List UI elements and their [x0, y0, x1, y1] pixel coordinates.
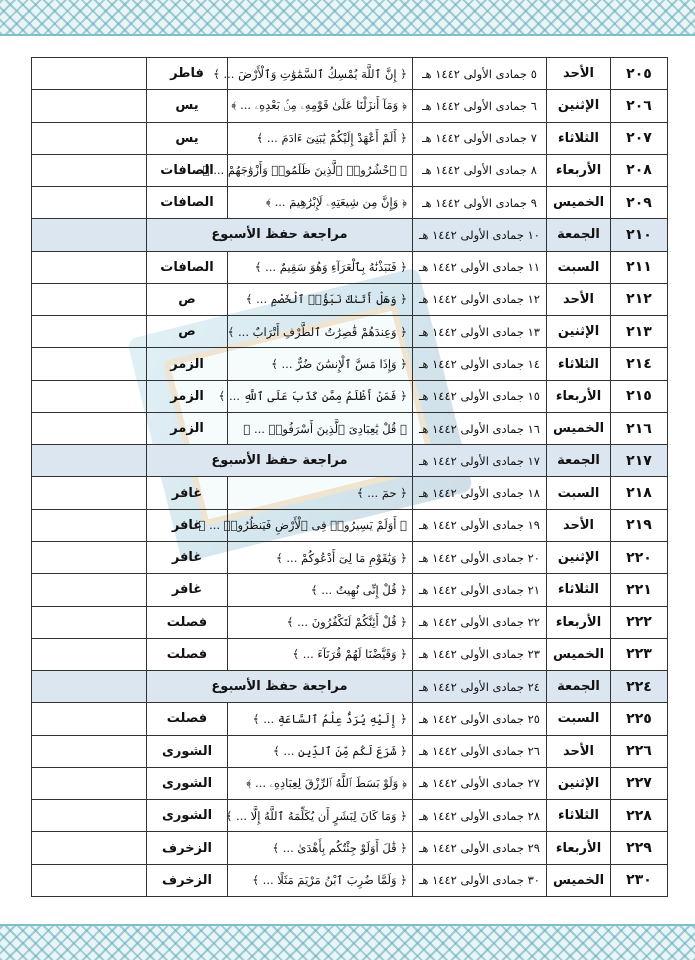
surah-name: الزمر [147, 380, 228, 412]
surah-name: فصلت [147, 638, 228, 670]
row-number: ٢٢٥ [611, 703, 668, 735]
row-number: ٢١٤ [611, 348, 668, 380]
verse-start: ﴿ وَقَيَّضْنَا لَهُمْ قُرَنَآءَ ... ﴾ [228, 638, 413, 670]
row-number: ٢١٧ [611, 445, 668, 477]
hijri-date: ٢٤ جمادى الأولى ١٤٤٢ هـ [413, 671, 547, 703]
row-number: ٢١٢ [611, 283, 668, 315]
row-number: ٢١٨ [611, 477, 668, 509]
row-number: ٢٢٦ [611, 735, 668, 767]
row-number: ٢٢٨ [611, 800, 668, 832]
row-number: ٢٢٤ [611, 671, 668, 703]
weekly-review-label: مراجعة حفظ الأسبوع [147, 671, 413, 703]
weekly-review-label: مراجعة حفظ الأسبوع [147, 445, 413, 477]
notes-cell [32, 574, 147, 606]
hijri-date: ٦ جمادى الأولى ١٤٤٢ هـ [413, 90, 547, 122]
verse-start: ﴿ إِلَيْهِ يُرَدُّ عِلْمُ ٱلسَّاعَةِ ... ﴾ [228, 703, 413, 735]
verse-start: ﴿ حمٓ ... ﴾ [228, 477, 413, 509]
row-number: ٢٠٥ [611, 58, 668, 90]
table-row [32, 58, 668, 90]
notes-cell [32, 187, 147, 219]
notes-cell [32, 316, 147, 348]
day-name: السبت [547, 477, 611, 509]
notes-cell [32, 477, 147, 509]
hijri-date: ٢٣ جمادى الأولى ١٤٤٢ هـ [413, 638, 547, 670]
hijri-date: ١٤ جمادى الأولى ١٤٤٢ هـ [413, 348, 547, 380]
notes-cell [32, 412, 147, 444]
table-row [32, 638, 668, 670]
row-number: ٢٠٧ [611, 122, 668, 154]
notes-cell [32, 445, 147, 477]
verse-start: ﴿ إِنَّ ٱللَّهَ يُمْسِكُ ٱلسَّمَٰوَٰتِ وَٱلْأَرْضَ ... ﴾ [228, 58, 413, 90]
table-row [32, 574, 668, 606]
surah-name: فصلت [147, 703, 228, 735]
notes-cell [32, 219, 147, 251]
surah-name: يس [147, 122, 228, 154]
verse-start: ﴿ وَيَٰقَوْمِ مَا لِىٓ أَدْعُوكُمْ ... ﴾ [228, 541, 413, 573]
review-row [32, 445, 668, 477]
surah-name: ص [147, 283, 228, 315]
table-row [32, 283, 668, 315]
hijri-date: ٩ جمادى الأولى ١٤٤٢ هـ [413, 187, 547, 219]
row-number: ٢٠٦ [611, 90, 668, 122]
surah-name: غافر [147, 477, 228, 509]
notes-cell [32, 348, 147, 380]
hijri-date: ١١ جمادى الأولى ١٤٤٢ هـ [413, 251, 547, 283]
surah-name: الزمر [147, 348, 228, 380]
row-number: ٢٢١ [611, 574, 668, 606]
table-row [32, 90, 668, 122]
notes-cell [32, 541, 147, 573]
surah-name: غافر [147, 541, 228, 573]
weekly-review-label: مراجعة حفظ الأسبوع [147, 219, 413, 251]
hijri-date: ٢٢ جمادى الأولى ١٤٤٢ هـ [413, 606, 547, 638]
row-number: ٢١٠ [611, 219, 668, 251]
day-name: الأربعاء [547, 154, 611, 186]
day-name: الخميس [547, 187, 611, 219]
notes-cell [32, 58, 147, 90]
notes-cell [32, 283, 147, 315]
notes-cell [32, 122, 147, 154]
table-row [32, 316, 668, 348]
verse-start: ﴿ فَمَنْ أَظْلَمُ مِمَّن كَذَبَ عَلَى ٱللَّهِ ... ﴾ [228, 380, 413, 412]
day-name: الإثنين [547, 767, 611, 799]
day-name: الجمعة [547, 219, 611, 251]
hijri-date: ١٩ جمادى الأولى ١٤٤٢ هـ [413, 509, 547, 541]
verse-start: ﴿ أَوَلَمْ يَسِيرُوا۟ فِى ٱلْأَرْضِ فَيَنظُرُوا۟ ... ﴾ [228, 509, 413, 541]
day-name: الأربعاء [547, 380, 611, 412]
notes-cell [32, 90, 147, 122]
table-row [32, 187, 668, 219]
table-row [32, 864, 668, 896]
notes-cell [32, 735, 147, 767]
surah-name: الشورى [147, 767, 228, 799]
verse-start: ﴿ قَٰلَ أَوَلَوْ جِئْتُكُم بِأَهْدَىٰ ... ﴾ [228, 832, 413, 864]
verse-start: ﴿ وَمَآ أَنزَلْنَا عَلَىٰ قَوْمِهِۦ مِنۢ بَعْدِهِۦ ... ﴾ [228, 90, 413, 122]
day-name: الثلاثاء [547, 348, 611, 380]
day-name: الأربعاء [547, 832, 611, 864]
verse-start: ﴿ قُلْ إِنِّى نُهِيتُ ... ﴾ [228, 574, 413, 606]
surah-name: الزمر [147, 412, 228, 444]
table-row [32, 800, 668, 832]
verse-start: ﴿ وَإِنَّ مِن شِيعَتِهِۦ لَإِبْرَٰهِيمَ ... ﴾ [228, 187, 413, 219]
row-number: ٢٠٨ [611, 154, 668, 186]
surah-name: الشورى [147, 735, 228, 767]
hijri-date: ٢٠ جمادى الأولى ١٤٤٢ هـ [413, 541, 547, 573]
hijri-date: ٢١ جمادى الأولى ١٤٤٢ هـ [413, 574, 547, 606]
verse-start: ﴿ وَمَا كَانَ لِبَشَرٍ أَن يُكَلِّمَهُ ٱللَّهُ إِلَّا ... ﴾ [228, 800, 413, 832]
surah-name: الصافات [147, 154, 228, 186]
day-name: الإثنين [547, 316, 611, 348]
table-row [32, 703, 668, 735]
row-number: ٢٢٣ [611, 638, 668, 670]
notes-cell [32, 671, 147, 703]
review-row [32, 671, 668, 703]
row-number: ٢١٩ [611, 509, 668, 541]
notes-cell [32, 638, 147, 670]
notes-cell [32, 800, 147, 832]
notes-cell [32, 767, 147, 799]
surah-name: يس [147, 90, 228, 122]
notes-cell [32, 154, 147, 186]
hijri-date: ١٨ جمادى الأولى ١٤٤٢ هـ [413, 477, 547, 509]
day-name: السبت [547, 703, 611, 735]
verse-start: ﴿ وَهَلْ أَتَىٰكَ نَبَؤُا۟ ٱلْخَصْمِ ... ﴾ [228, 283, 413, 315]
verse-start: ﴿ فَنَبَذْنَٰهُ بِٱلْعَرَآءِ وَهُوَ سَقِيمٌ ... ﴾ [228, 251, 413, 283]
hijri-date: ١٧ جمادى الأولى ١٤٤٢ هـ [413, 445, 547, 477]
day-name: الخميس [547, 864, 611, 896]
day-name: الأحد [547, 58, 611, 90]
day-name: السبت [547, 251, 611, 283]
table-row [32, 477, 668, 509]
notes-cell [32, 380, 147, 412]
day-name: الجمعة [547, 445, 611, 477]
row-number: ٢٢٩ [611, 832, 668, 864]
row-number: ٢٢٠ [611, 541, 668, 573]
hijri-date: ٨ جمادى الأولى ١٤٤٢ هـ [413, 154, 547, 186]
day-name: الأحد [547, 735, 611, 767]
review-row [32, 219, 668, 251]
table-row [32, 412, 668, 444]
memorization-schedule-table [31, 57, 668, 897]
hijri-date: ٥ جمادى الأولى ١٤٤٢ هـ [413, 58, 547, 90]
verse-start: ﴿ ٱحْشُرُوا۟ ٱلَّذِينَ ظَلَمُوا۟ وَأَزْوَٰجَهُمْ ... ﴾ [228, 154, 413, 186]
hijri-date: ٢٦ جمادى الأولى ١٤٤٢ هـ [413, 735, 547, 767]
row-number: ٢٢٧ [611, 767, 668, 799]
hijri-date: ٢٩ جمادى الأولى ١٤٤٢ هـ [413, 832, 547, 864]
day-name: الأحد [547, 509, 611, 541]
surah-name: الزخرف [147, 832, 228, 864]
table-row [32, 541, 668, 573]
surah-name: فاطر [147, 58, 228, 90]
row-number: ٢٢٢ [611, 606, 668, 638]
hijri-date: ٢٥ جمادى الأولى ١٤٤٢ هـ [413, 703, 547, 735]
notes-cell [32, 251, 147, 283]
day-name: الإثنين [547, 541, 611, 573]
row-number: ٢٠٩ [611, 187, 668, 219]
surah-name: فصلت [147, 606, 228, 638]
notes-cell [32, 606, 147, 638]
day-name: الأحد [547, 283, 611, 315]
row-number: ٢١٣ [611, 316, 668, 348]
surah-name: ص [147, 316, 228, 348]
surah-name: الصافات [147, 251, 228, 283]
surah-name: غافر [147, 509, 228, 541]
table-row [32, 606, 668, 638]
table-row [32, 348, 668, 380]
surah-name: الشورى [147, 800, 228, 832]
hijri-date: ١٠ جمادى الأولى ١٤٤٢ هـ [413, 219, 547, 251]
day-name: الأربعاء [547, 606, 611, 638]
hijri-date: ٣٠ جمادى الأولى ١٤٤٢ هـ [413, 864, 547, 896]
verse-start: ﴿ وَلَمَّا ضُرِبَ ٱبْنُ مَرْيَمَ مَثَلًا ... ﴾ [228, 864, 413, 896]
row-number: ٢١٦ [611, 412, 668, 444]
table-row [32, 122, 668, 154]
verse-start: ﴿ قُلْ أَئِنَّكُمْ لَتَكْفُرُونَ ... ﴾ [228, 606, 413, 638]
hijri-date: ١٥ جمادى الأولى ١٤٤٢ هـ [413, 380, 547, 412]
hijri-date: ١٦ جمادى الأولى ١٤٤٢ هـ [413, 412, 547, 444]
verse-start: ﴿ شَرَعَ لَكُم مِّنَ ٱلدِّينِ ... ﴾ [228, 735, 413, 767]
surah-name: غافر [147, 574, 228, 606]
hijri-date: ١٢ جمادى الأولى ١٤٤٢ هـ [413, 283, 547, 315]
table-row [32, 509, 668, 541]
row-number: ٢١١ [611, 251, 668, 283]
day-name: الخميس [547, 412, 611, 444]
decorative-border-top [0, 0, 695, 36]
day-name: الخميس [547, 638, 611, 670]
hijri-date: ٧ جمادى الأولى ١٤٤٢ هـ [413, 122, 547, 154]
day-name: الثلاثاء [547, 122, 611, 154]
surah-name: الزخرف [147, 864, 228, 896]
notes-cell [32, 864, 147, 896]
day-name: الثلاثاء [547, 574, 611, 606]
surah-name: الصافات [147, 187, 228, 219]
hijri-date: ٢٧ جمادى الأولى ١٤٤٢ هـ [413, 767, 547, 799]
verse-start: ﴿ وَعِندَهُمْ قَٰصِرَٰتُ ٱلطَّرْفِ أَتْرَابٌ ... ﴾ [228, 316, 413, 348]
row-number: ٢٣٠ [611, 864, 668, 896]
hijri-date: ١٣ جمادى الأولى ١٤٤٢ هـ [413, 316, 547, 348]
row-number: ٢١٥ [611, 380, 668, 412]
day-name: الجمعة [547, 671, 611, 703]
verse-start: ﴿ وَإِذَا مَسَّ ٱلْإِنسَٰنَ ضُرٌّ ... ﴾ [228, 348, 413, 380]
hijri-date: ٢٨ جمادى الأولى ١٤٤٢ هـ [413, 800, 547, 832]
decorative-border-bottom [0, 924, 695, 960]
notes-cell [32, 509, 147, 541]
table-row [32, 735, 668, 767]
verse-start: ﴿ وَلَوْ بَسَطَ ٱللَّهُ ٱلرِّزْقَ لِعِبَادِهِۦ ... ﴾ [228, 767, 413, 799]
day-name: الإثنين [547, 90, 611, 122]
table-row [32, 251, 668, 283]
table-row [32, 380, 668, 412]
notes-cell [32, 832, 147, 864]
table-row [32, 832, 668, 864]
table-row [32, 154, 668, 186]
verse-start: ﴿ قُلْ يَٰعِبَادِىَ ٱلَّذِينَ أَسْرَفُوا۟ ... ﴾ [228, 412, 413, 444]
notes-cell [32, 703, 147, 735]
table-row [32, 767, 668, 799]
day-name: الثلاثاء [547, 800, 611, 832]
verse-start: ﴿ أَلَمْ أَعْهَدْ إِلَيْكُمْ يَٰبَنِىٓ ءَادَمَ ... ﴾ [228, 122, 413, 154]
